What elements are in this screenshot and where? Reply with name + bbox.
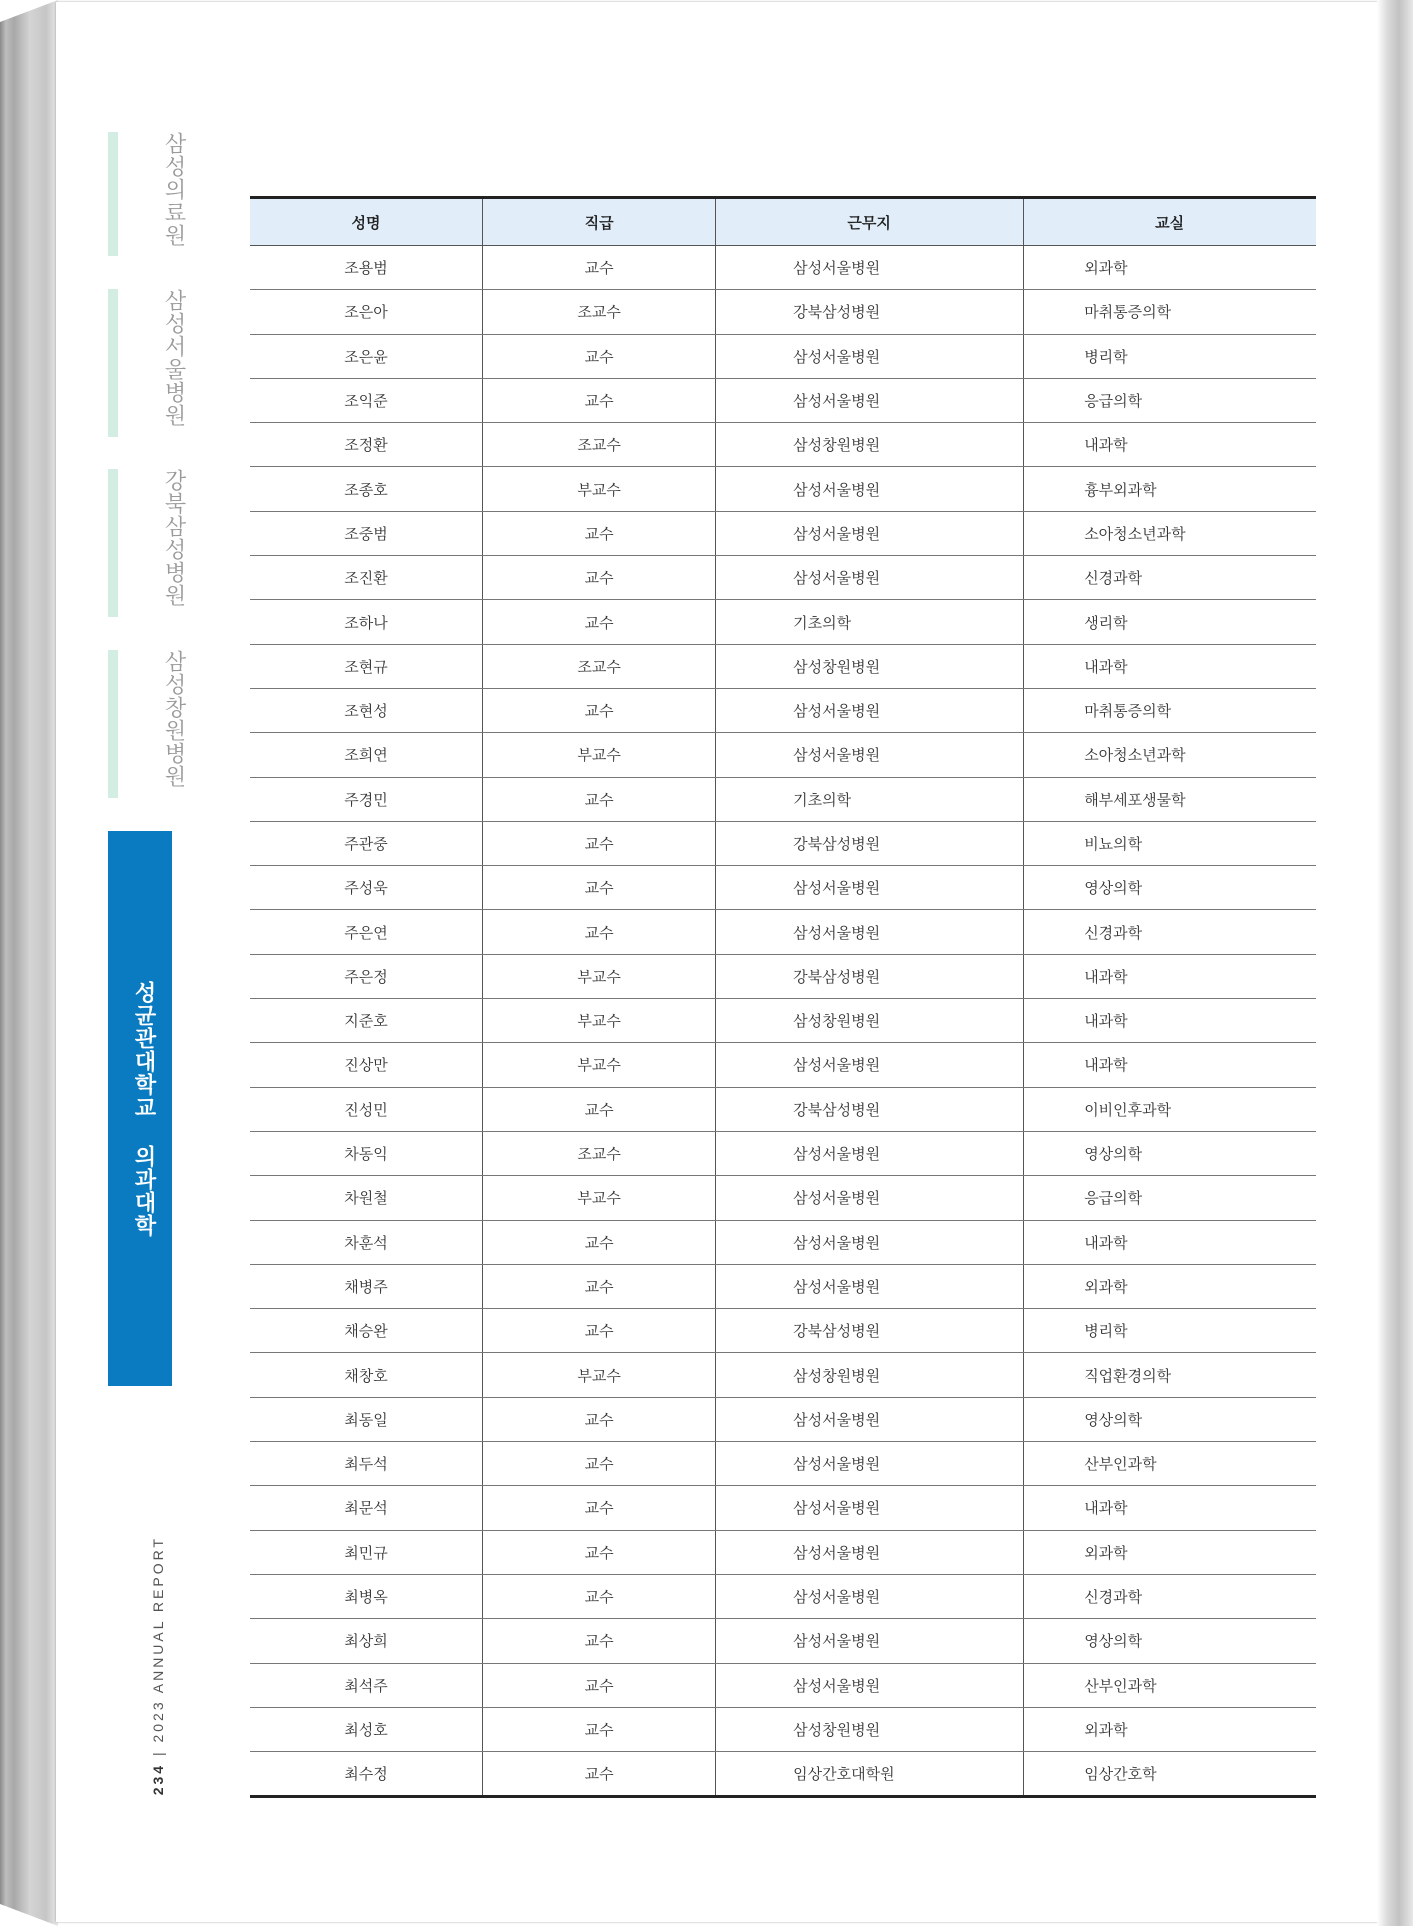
- cell-department: 내과학: [1024, 999, 1316, 1043]
- cell-name: 차동익: [250, 1131, 483, 1175]
- cell-rank: 교수: [483, 1752, 716, 1797]
- table-header-row: [250, 198, 1316, 246]
- cell-workplace: 삼성서울병원: [716, 866, 1024, 910]
- table-row: [250, 511, 1316, 555]
- footer-separator: |: [150, 1749, 166, 1756]
- table-row: [250, 423, 1316, 467]
- cell-workplace: 삼성창원병원: [716, 644, 1024, 688]
- cell-name: 조용범: [250, 246, 483, 290]
- cell-workplace: 기초의학: [716, 777, 1024, 821]
- side-nav-label: 삼성서울병원: [161, 289, 186, 427]
- cell-workplace: 삼성서울병원: [716, 1131, 1024, 1175]
- table-row: [250, 1087, 1316, 1131]
- cell-department: 흉부외과학: [1024, 467, 1316, 511]
- table-row: [250, 777, 1316, 821]
- cell-workplace: 삼성서울병원: [716, 733, 1024, 777]
- cell-name: 주관중: [250, 821, 483, 865]
- table-row: [250, 1176, 1316, 1220]
- cell-department: 영상의학: [1024, 1619, 1316, 1663]
- cell-workplace: 삼성서울병원: [716, 1264, 1024, 1308]
- cell-rank: 교수: [483, 511, 716, 555]
- cell-department: 신경과학: [1024, 1574, 1316, 1618]
- cell-workplace: 임상간호대학원: [716, 1752, 1024, 1797]
- cell-rank: 조교수: [483, 423, 716, 467]
- side-nav-label: 삼성의료원: [161, 132, 186, 247]
- cell-rank: 교수: [483, 1530, 716, 1574]
- cell-department: 외과학: [1024, 1530, 1316, 1574]
- table-row: [250, 1131, 1316, 1175]
- table-row: [250, 1264, 1316, 1308]
- cell-workplace: 삼성서울병원: [716, 688, 1024, 732]
- cell-name: 조은아: [250, 290, 483, 334]
- cell-name: 조중범: [250, 511, 483, 555]
- faculty-table: [250, 196, 1316, 1798]
- cell-department: 내과학: [1024, 954, 1316, 998]
- cell-rank: 부교수: [483, 954, 716, 998]
- cell-rank: 부교수: [483, 1353, 716, 1397]
- side-nav-active-label: 성균관대학교 의과대학: [131, 981, 156, 1237]
- cell-name: 조정환: [250, 423, 483, 467]
- page-curl-shadow: [1377, 0, 1413, 1926]
- cell-rank: 교수: [483, 1486, 716, 1530]
- cell-department: 해부세포생물학: [1024, 777, 1316, 821]
- cell-workplace: 삼성창원병원: [716, 423, 1024, 467]
- column-header-name: 성명: [250, 198, 483, 246]
- cell-name: 조희연: [250, 733, 483, 777]
- cell-workplace: 삼성서울병원: [716, 1574, 1024, 1618]
- cell-rank: 교수: [483, 866, 716, 910]
- side-nav-item[interactable]: [108, 469, 186, 617]
- table-row: [250, 910, 1316, 954]
- cell-name: 진상만: [250, 1043, 483, 1087]
- cell-name: 최석주: [250, 1663, 483, 1707]
- cell-department: 병리학: [1024, 1309, 1316, 1353]
- cell-department: 마취통증의학: [1024, 290, 1316, 334]
- table-row: [250, 246, 1316, 290]
- cell-department: 병리학: [1024, 334, 1316, 378]
- cell-rank: 교수: [483, 334, 716, 378]
- table-row: [250, 1353, 1316, 1397]
- table-row: [250, 644, 1316, 688]
- cell-name: 조익준: [250, 378, 483, 422]
- side-nav-item[interactable]: [108, 289, 186, 437]
- table-row: [250, 1707, 1316, 1751]
- cell-name: 최성호: [250, 1707, 483, 1751]
- cell-name: 채창호: [250, 1353, 483, 1397]
- cell-rank: 교수: [483, 1220, 716, 1264]
- cell-workplace: 삼성서울병원: [716, 334, 1024, 378]
- cell-department: 소아청소년과학: [1024, 511, 1316, 555]
- side-nav-label: 강북삼성병원: [161, 469, 186, 607]
- table-row: [250, 1397, 1316, 1441]
- table-row: [250, 688, 1316, 732]
- table-row: [250, 1530, 1316, 1574]
- side-nav-marker: [108, 289, 118, 437]
- column-header-workplace: 근무지: [716, 198, 1024, 246]
- cell-workplace: 강북삼성병원: [716, 821, 1024, 865]
- table-row: [250, 733, 1316, 777]
- table-row: [250, 1574, 1316, 1618]
- table-row: [250, 954, 1316, 998]
- cell-rank: 교수: [483, 1309, 716, 1353]
- cell-department: 생리학: [1024, 600, 1316, 644]
- cell-department: 응급의학: [1024, 1176, 1316, 1220]
- table-body: [250, 246, 1316, 1797]
- cell-workplace: 삼성서울병원: [716, 1619, 1024, 1663]
- cell-rank: 교수: [483, 378, 716, 422]
- cell-name: 주은정: [250, 954, 483, 998]
- page-footer: [150, 1535, 180, 1795]
- cell-name: 최병옥: [250, 1574, 483, 1618]
- table-row: [250, 1043, 1316, 1087]
- cell-workplace: 삼성서울병원: [716, 378, 1024, 422]
- cell-department: 산부인과학: [1024, 1663, 1316, 1707]
- cell-workplace: 삼성서울병원: [716, 1442, 1024, 1486]
- table-row: [250, 600, 1316, 644]
- cell-rank: 교수: [483, 821, 716, 865]
- cell-workplace: 삼성서울병원: [716, 1397, 1024, 1441]
- cell-workplace: 삼성서울병원: [716, 1530, 1024, 1574]
- cell-name: 주성욱: [250, 866, 483, 910]
- cell-name: 최상희: [250, 1619, 483, 1663]
- cell-name: 최두석: [250, 1442, 483, 1486]
- cell-department: 응급의학: [1024, 378, 1316, 422]
- cell-workplace: 강북삼성병원: [716, 290, 1024, 334]
- cell-rank: 조교수: [483, 290, 716, 334]
- cell-rank: 교수: [483, 1707, 716, 1751]
- cell-rank: 교수: [483, 1442, 716, 1486]
- cell-department: 비뇨의학: [1024, 821, 1316, 865]
- cell-rank: 교수: [483, 777, 716, 821]
- cell-name: 채병주: [250, 1264, 483, 1308]
- cell-rank: 교수: [483, 688, 716, 732]
- table-row: [250, 334, 1316, 378]
- cell-department: 내과학: [1024, 423, 1316, 467]
- cell-rank: 교수: [483, 910, 716, 954]
- cell-workplace: 삼성서울병원: [716, 1663, 1024, 1707]
- cell-name: 주은연: [250, 910, 483, 954]
- cell-rank: 교수: [483, 1264, 716, 1308]
- cell-name: 주경민: [250, 777, 483, 821]
- table-row: [250, 1663, 1316, 1707]
- side-nav-marker: [108, 469, 118, 617]
- table-row: [250, 556, 1316, 600]
- side-nav-marker: [108, 650, 118, 798]
- cell-name: 채승완: [250, 1309, 483, 1353]
- table-row: [250, 1220, 1316, 1264]
- side-nav-item[interactable]: [108, 132, 186, 256]
- cell-department: 내과학: [1024, 1043, 1316, 1087]
- cell-department: 내과학: [1024, 1220, 1316, 1264]
- table-row: [250, 999, 1316, 1043]
- cell-rank: 부교수: [483, 1043, 716, 1087]
- table-row: [250, 866, 1316, 910]
- cell-name: 차원철: [250, 1176, 483, 1220]
- column-header-rank: 직급: [483, 198, 716, 246]
- cell-workplace: 삼성서울병원: [716, 1220, 1024, 1264]
- cell-rank: 부교수: [483, 733, 716, 777]
- cell-rank: 교수: [483, 1663, 716, 1707]
- cell-name: 조현규: [250, 644, 483, 688]
- page-number: 234: [150, 1762, 166, 1795]
- cell-workplace: 삼성창원병원: [716, 1707, 1024, 1751]
- cell-name: 최문석: [250, 1486, 483, 1530]
- cell-name: 진성민: [250, 1087, 483, 1131]
- cell-workplace: 강북삼성병원: [716, 1087, 1024, 1131]
- cell-name: 조은윤: [250, 334, 483, 378]
- column-header-department: 교실: [1024, 198, 1316, 246]
- table-row: [250, 1442, 1316, 1486]
- table-row: [250, 378, 1316, 422]
- table-row: [250, 1486, 1316, 1530]
- cell-rank: 교수: [483, 1397, 716, 1441]
- cell-department: 영상의학: [1024, 1397, 1316, 1441]
- cell-rank: 부교수: [483, 999, 716, 1043]
- cell-workplace: 삼성서울병원: [716, 511, 1024, 555]
- cell-department: 외과학: [1024, 246, 1316, 290]
- cell-workplace: 삼성서울병원: [716, 910, 1024, 954]
- page-stack-edge: [0, 0, 58, 1926]
- cell-workplace: 삼성창원병원: [716, 1353, 1024, 1397]
- side-nav-label: 삼성창원병원: [161, 650, 186, 788]
- cell-rank: 부교수: [483, 1176, 716, 1220]
- cell-department: 신경과학: [1024, 556, 1316, 600]
- cell-department: 신경과학: [1024, 910, 1316, 954]
- cell-workplace: 삼성서울병원: [716, 1486, 1024, 1530]
- cell-department: 직업환경의학: [1024, 1353, 1316, 1397]
- cell-rank: 교수: [483, 246, 716, 290]
- cell-department: 마취통증의학: [1024, 688, 1316, 732]
- cell-name: 조하나: [250, 600, 483, 644]
- cell-name: 최수정: [250, 1752, 483, 1797]
- cell-workplace: 삼성서울병원: [716, 1043, 1024, 1087]
- cell-workplace: 삼성서울병원: [716, 467, 1024, 511]
- cell-workplace: 삼성창원병원: [716, 999, 1024, 1043]
- table-row: [250, 1309, 1316, 1353]
- report-title: 2023 ANNUAL REPORT: [150, 1535, 166, 1743]
- cell-department: 임상간호학: [1024, 1752, 1316, 1797]
- cell-department: 외과학: [1024, 1264, 1316, 1308]
- table-row: [250, 1752, 1316, 1797]
- cell-rank: 교수: [483, 1619, 716, 1663]
- cell-rank: 교수: [483, 600, 716, 644]
- cell-rank: 조교수: [483, 1131, 716, 1175]
- cell-rank: 부교수: [483, 467, 716, 511]
- table-row: [250, 821, 1316, 865]
- cell-name: 조종호: [250, 467, 483, 511]
- cell-department: 이비인후과학: [1024, 1087, 1316, 1131]
- cell-workplace: 기초의학: [716, 600, 1024, 644]
- cell-department: 영상의학: [1024, 866, 1316, 910]
- cell-name: 최동일: [250, 1397, 483, 1441]
- table-row: [250, 1619, 1316, 1663]
- cell-rank: 조교수: [483, 644, 716, 688]
- cell-name: 차훈석: [250, 1220, 483, 1264]
- cell-department: 내과학: [1024, 1486, 1316, 1530]
- cell-department: 외과학: [1024, 1707, 1316, 1751]
- table-row: [250, 290, 1316, 334]
- cell-name: 조현성: [250, 688, 483, 732]
- side-nav-item-active[interactable]: [108, 831, 172, 1386]
- footer-text: [150, 1536, 166, 1795]
- cell-name: 지준호: [250, 999, 483, 1043]
- table-row: [250, 467, 1316, 511]
- cell-workplace: 삼성서울병원: [716, 246, 1024, 290]
- cell-name: 최민규: [250, 1530, 483, 1574]
- cell-rank: 교수: [483, 1087, 716, 1131]
- cell-rank: 교수: [483, 556, 716, 600]
- cell-name: 조진환: [250, 556, 483, 600]
- cell-workplace: 강북삼성병원: [716, 1309, 1024, 1353]
- cell-department: 영상의학: [1024, 1131, 1316, 1175]
- side-nav-item[interactable]: [108, 650, 186, 798]
- side-nav-marker: [108, 132, 118, 256]
- cell-department: 내과학: [1024, 644, 1316, 688]
- cell-workplace: 삼성서울병원: [716, 556, 1024, 600]
- cell-department: 산부인과학: [1024, 1442, 1316, 1486]
- cell-workplace: 강북삼성병원: [716, 954, 1024, 998]
- cell-rank: 교수: [483, 1574, 716, 1618]
- cell-department: 소아청소년과학: [1024, 733, 1316, 777]
- cell-workplace: 삼성서울병원: [716, 1176, 1024, 1220]
